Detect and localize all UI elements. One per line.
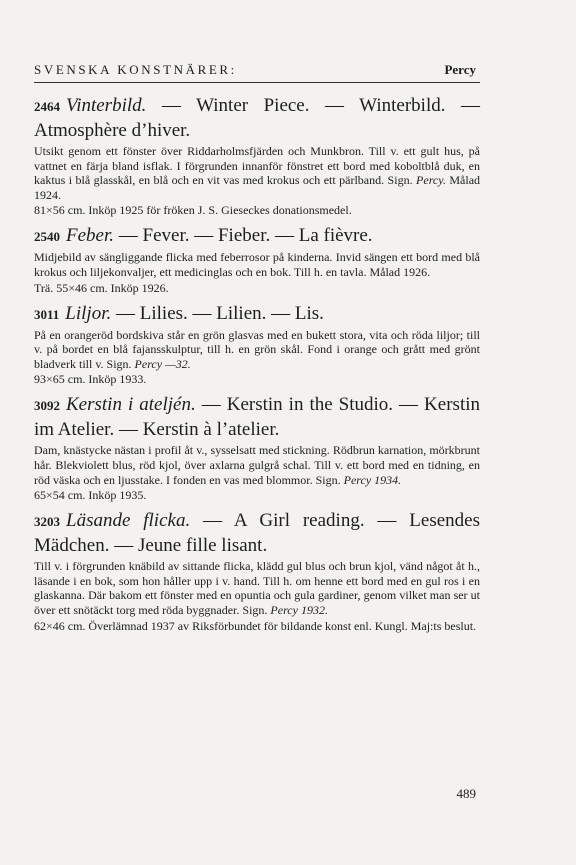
entry-description <box>34 144 480 202</box>
entry-number: 3092 <box>34 398 60 414</box>
entry-description-text: På en orangeröd bordskiva står en grön glasvas med en bukett stora, vita och röda liljor; till v. på bordet en blå fajansskulptur, till h. en grön skål. Fond i orange och grått med grönt bladverk till v. Sign. <box>34 327 480 371</box>
entry-title <box>34 94 480 143</box>
artist-name-header: Percy <box>444 62 476 77</box>
page-number: 489 <box>456 786 476 801</box>
header-rule <box>34 82 480 83</box>
entry-description <box>34 443 480 487</box>
entry-title-swedish: Vinterbild. <box>66 95 147 116</box>
entry-number: 2464 <box>34 99 60 114</box>
entry-description-text: Till v. i förgrunden knäbild av sittande flicka, klädd gul blus och brun kjol, vänd något åt h., läsande i en bok, som hon håller upp i v. hand. Till h. om henne ett bord med en gul ros i en glaskanna. Där bakom ett fönster med en opuntia och gula gardiner, genom vilket man ser ut över ett snötäckt torg med röda byggnader. Sign. <box>34 559 480 617</box>
entry-meta: Trä. 55×46 cm. Inköp 1926. <box>34 280 169 295</box>
catalog-entry <box>34 224 480 295</box>
entry-meta: 81×56 cm. Inköp 1925 för fröken J. S. Gieseckes donationsmedel. <box>34 203 352 218</box>
catalog-entry <box>34 393 480 503</box>
entry-title-translations: — Lilies. — Lilien. — Lis. <box>111 302 324 324</box>
entry-number: 3203 <box>34 514 60 530</box>
entry-title-translations: — Winter Piece. — Winterbild. — Atmosphère d’hiver. <box>34 95 480 141</box>
entry-title-swedish: Läsande flicka. <box>66 510 191 532</box>
entry-title-translations: — A Girl reading. — Lesendes Mädchen. — Jeune fille lisant. <box>34 510 480 557</box>
entry-title <box>34 224 480 249</box>
entries-list <box>34 94 480 640</box>
entry-description-text: Midjebild av sängliggande flicka med feberrosor på kinderna. Invid sängen ett bord med blå krokus och liljekonvaljer, ett medicinglas och en bok. Till h. en tavla. Målad 1926. <box>34 250 480 279</box>
catalog-entry <box>34 94 480 218</box>
entry-number: 3011 <box>34 306 60 322</box>
entry-title-swedish: Feber. <box>66 225 115 247</box>
entry-meta: 62×46 cm. Överlämnad 1937 av Riksförbundet för bildande konst enl. Kungl. Maj:ts beslut. <box>34 618 477 633</box>
entry-description <box>34 250 480 279</box>
entry-signature: Percy 1934. <box>343 472 402 487</box>
entry-description-text: Dam, knästycke nästan i profil åt v., sysselsatt med stickning. Rödbrun karnation, mörkbrunt hår. Blekviolett blus, röd kjol, över axlarna gulgrå schal. Till v. ett bord med en tidning, en röd väska och en ljusstake. I fonden en vas med blommor. Sign. <box>34 443 480 487</box>
entry-description-text: Utsikt genom ett fönster över Riddarholmsfjärden och Munkbron. Till v. ett gult hus, på vattnet en färja bland isflak. I förgrunden innanför fönstret ett bord med koboltblå duk, en kaktus i blå glasskål, en blå och en vit vas med krokus och ett pärlband. Sign. <box>34 144 480 188</box>
entry-description <box>34 328 480 372</box>
entry-title-translations: — Fever. — Fieber. — La fièvre. <box>114 225 373 247</box>
running-header: SVENSKA KONSTNÄRER: <box>34 62 237 77</box>
catalog-entry <box>34 509 480 633</box>
entry-number: 2540 <box>34 229 60 245</box>
entry-title-swedish: Kerstin i ateljén. <box>66 394 196 416</box>
entry-painted-date: Målad 1924. <box>34 173 481 202</box>
entry-signature: Percy. <box>416 173 446 188</box>
entry-title <box>34 509 480 558</box>
entry-meta: 93×65 cm. Inköp 1933. <box>34 372 147 387</box>
entry-title <box>34 393 480 442</box>
entry-meta: 65×54 cm. Inköp 1935. <box>34 488 147 503</box>
entry-title-translations: — Kerstin in the Studio. — Kerstin im Atelier. — Kerstin à l’atelier. <box>34 394 480 441</box>
catalog-entry <box>34 302 480 388</box>
entry-title-swedish: Liljor. <box>65 302 112 324</box>
entry-signature: Percy —32. <box>134 356 191 371</box>
entry-description <box>34 559 480 617</box>
entry-title <box>34 302 480 327</box>
entry-signature: Percy 1932. <box>270 602 328 617</box>
